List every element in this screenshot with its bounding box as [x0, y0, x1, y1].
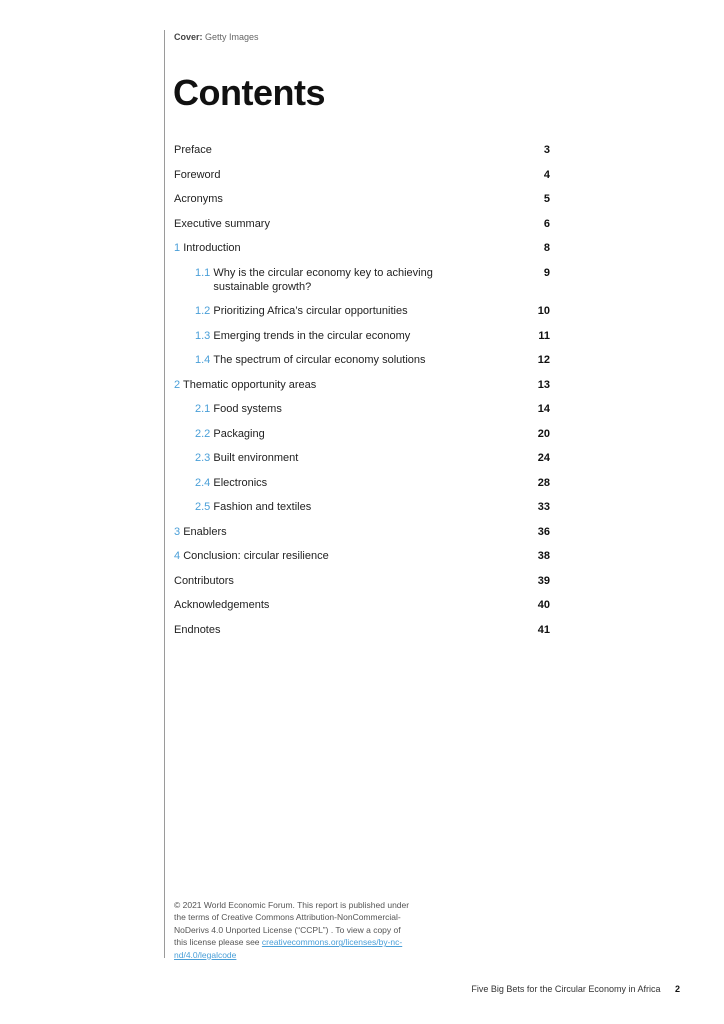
toc-entry-title [174, 624, 220, 636]
toc-entry[interactable] [174, 525, 550, 539]
toc-entry-label: The spectrum of circular economy solutions [213, 354, 426, 366]
toc-entry-title [195, 305, 438, 317]
toc-entry-title [195, 266, 438, 293]
toc-entry-label: Preface [174, 144, 212, 156]
toc-entry-page: 6 [543, 217, 550, 230]
cover-credit-text: Getty Images [205, 32, 259, 42]
toc-entry-title [174, 242, 241, 254]
footer-doc-title: Five Big Bets for the Circular Economy in Africa [471, 984, 661, 994]
cover-label: Cover: [174, 32, 203, 42]
toc-entry-title [195, 330, 438, 342]
page-footer [471, 984, 680, 994]
toc-entry-title [174, 599, 269, 611]
toc-entry-label: Food systems [213, 403, 282, 415]
toc-entry-label: Electronics [213, 476, 268, 489]
left-margin-rule [164, 30, 165, 958]
toc-entry[interactable] [174, 378, 550, 392]
toc-entry-label: Contributors [174, 574, 234, 587]
toc-entry[interactable] [174, 451, 550, 465]
toc-entry-number: 1.2 [195, 305, 211, 317]
toc-entry-page: 24 [537, 452, 550, 464]
license-link[interactable]: creativecommons.org/licenses/by-nc-nd/4.0/legalcode [174, 937, 403, 960]
toc-entry-page: 41 [537, 623, 550, 636]
toc-entry-title [174, 218, 270, 230]
toc-entry-number: 3 [174, 525, 181, 538]
toc-entry-label: Endnotes [174, 623, 221, 636]
toc-entry-label: Packaging [213, 427, 265, 440]
toc-entry-page: 40 [537, 599, 550, 611]
toc-entry-label: Built environment [213, 452, 299, 464]
toc-entry-title [174, 550, 329, 562]
toc-entry-title [195, 452, 438, 464]
toc-entry[interactable] [174, 623, 550, 637]
toc-entry-page: 10 [537, 305, 550, 317]
toc-entry[interactable] [174, 402, 550, 416]
toc-entry-page: 38 [537, 550, 550, 562]
toc-entry[interactable] [174, 427, 550, 441]
toc-entry-number: 2.5 [195, 501, 211, 513]
toc-entry[interactable] [174, 304, 550, 318]
toc-entry-title [195, 477, 438, 489]
toc-entry-page: 4 [543, 168, 550, 181]
toc-entry-label: Fashion and textiles [213, 501, 312, 513]
toc-entry-number: 4 [174, 550, 181, 562]
toc-entry-page: 8 [543, 242, 550, 254]
toc-entry-label: Enablers [183, 525, 227, 538]
toc-entry-page: 28 [537, 476, 550, 489]
toc-entry-number: 2.2 [195, 427, 211, 440]
toc-entry-title [174, 144, 212, 156]
toc-entry-title [174, 169, 220, 181]
toc-entry-title [174, 526, 227, 538]
toc-entry-title [174, 193, 223, 205]
toc-entry-label: Acknowledgements [174, 599, 270, 611]
toc-entry-title [195, 354, 438, 366]
toc-entry-title [195, 403, 438, 415]
toc-entry-page: 14 [537, 403, 550, 415]
toc-entry[interactable] [174, 500, 550, 514]
toc-entry-title [174, 575, 234, 587]
toc-entry-page: 20 [537, 427, 550, 440]
toc-entry-label: Introduction [183, 242, 241, 254]
cover-credit [174, 32, 259, 42]
license-notice [174, 899, 414, 961]
toc-entry-label: Why is the circular economy key to achieving sustainable growth? [213, 266, 433, 293]
toc-entry-page: 9 [543, 266, 550, 279]
toc-entry[interactable] [174, 549, 550, 563]
toc-entry[interactable] [174, 241, 550, 255]
toc-entry-label: Prioritizing Africa’s circular opportunities [213, 305, 408, 317]
toc-entry-number: 1.4 [195, 354, 211, 366]
toc-entry[interactable] [174, 353, 550, 367]
toc-entry[interactable] [174, 217, 550, 231]
toc-entry[interactable] [174, 266, 550, 294]
table-of-contents [174, 143, 550, 647]
toc-entry-page: 11 [538, 329, 550, 342]
page-title: Contents [173, 72, 325, 113]
toc-entry-page: 33 [537, 501, 550, 513]
toc-entry[interactable] [174, 168, 550, 182]
toc-entry-number: 2.1 [195, 403, 211, 415]
toc-entry-label: Emerging trends in the circular economy [213, 329, 411, 342]
toc-entry-page: 5 [543, 193, 550, 205]
toc-entry-label: Executive summary [174, 217, 270, 230]
toc-entry-label: Thematic opportunity areas [182, 378, 317, 391]
toc-entry-page: 39 [537, 574, 550, 587]
toc-entry-label: Acronyms [174, 193, 223, 205]
toc-entry-number: 1.1 [195, 266, 211, 279]
toc-entry-number: 2 [174, 378, 181, 391]
toc-entry[interactable] [174, 598, 550, 612]
toc-entry-label: Foreword [174, 168, 221, 181]
toc-entry-title [174, 379, 316, 391]
toc-entry-page: 3 [543, 144, 550, 156]
toc-entry-number: 2.3 [195, 452, 211, 464]
toc-entry-number: 1 [174, 242, 181, 254]
toc-entry[interactable] [174, 329, 550, 343]
toc-entry-title [195, 501, 438, 513]
toc-entry-page: 12 [537, 354, 550, 366]
footer-page-number: 2 [674, 984, 680, 994]
toc-entry-page: 36 [537, 525, 550, 538]
toc-entry[interactable] [174, 143, 550, 157]
toc-entry-number: 1.3 [195, 329, 211, 342]
toc-entry[interactable] [174, 574, 550, 588]
toc-entry[interactable] [174, 476, 550, 490]
toc-entry-label: Conclusion: circular resilience [183, 550, 329, 562]
license-text: © 2021 World Economic Forum. This report is published under the terms of Creative Commons Attribution-NonCommercial-NoDerivs 4.0 Unported License (“CCPL”) . To view a copy of this license please see [174, 900, 410, 948]
toc-entry[interactable] [174, 192, 550, 206]
toc-entry-number: 2.4 [195, 476, 211, 489]
toc-entry-title [195, 428, 438, 440]
toc-entry-page: 13 [537, 378, 550, 391]
